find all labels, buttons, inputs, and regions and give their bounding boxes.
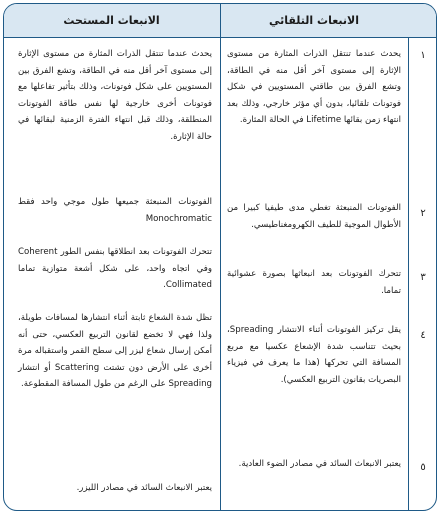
spontaneous-cell-4: يقل تركيز الفوتونات أثناء الانتشار Spreading، بحيث تتناسب شدة الإشعاع عكسيا مع مربع المسافة التي تحركها (هذا ما يعرف في فيزياء البصريات بقانون التربيع العكسي).: [227, 325, 401, 385]
header-spontaneous: الانبعاث التلقائي: [269, 14, 359, 27]
stimulated-cell-2: الفوتونات المنبعثة جميعها طول موجي واحد فقط Monochromatic: [18, 197, 212, 224]
spontaneous-cell-3: تتحرك الفوتونات بعد انبعاثها بصورة عشوائية تماما.: [227, 269, 401, 296]
row-number: ٣: [420, 272, 426, 283]
header-stimulated: الانبعاث المستحث: [63, 14, 160, 27]
stimulated-cell-3: تتحرك الفوتونات بعد انطلاقها بنفس الطور Coherent وفي اتجاه واحد، على شكل أشعة متوازية تماما Collimated.: [18, 247, 212, 290]
row-number: ٤: [420, 330, 426, 341]
stimulated-cell-5: يعتبر الانبعاث السائد في مصادر الليزر.: [76, 483, 212, 493]
row-number: ٢: [420, 208, 426, 219]
spontaneous-cell-1: يحدث عندما تنتقل الذرات المثارة من مستوى الإثارة إلى مستوى آخر أقل منه في الطاقة، وتشع الفرق بين طاقتي المستويين في شكل فوتونات تلقائيا، بدون أي مؤثر خارجي، وذلك بعد انتهاء زمن بقائها Lifetime في الحالة المثارة.: [227, 49, 401, 125]
comparison-table: [3, 3, 437, 511]
spontaneous-cell-5: يعتبر الانبعاث السائد في مصادر الضوء العادية.: [238, 459, 401, 469]
stimulated-cell-1: يحدث عندما تنتقل الذرات المثارة من مستوى الإثارة إلى مستوى آخر أقل منه في الطاقة، وتشع الفرق بين المستويين على شكل فوتونات، وذلك بتأثير تفاعلها مع فوتونات أخرى خارجية لها نفس طاقة الفوتونات المنطلقة، وذلك قبل انتهاء الفترة الزمنية لبقائها في حالة الإثارة.: [18, 49, 212, 142]
spontaneous-cell-2: الفوتونات المنبعثة تغطي مدى طيفيا كبيرا من الأطوال الموجية للطيف الكهرومغناطيسي.: [227, 203, 401, 230]
row-number: ١: [420, 50, 426, 61]
stimulated-cell-4: تظل شدة الشعاع ثابتة أثناء انتشارها لمسافات طويلة، ولذا فهي لا تخضع لقانون التربيع العكسي، حتى أنه أمكن إرسال شعاع ليزر إلى سطح القمر واستقباله مرة أخرى على الأرض دون تشتت Scattering أو انتشار Spreading على الرغم من طول المسافة المقطوعة.: [18, 313, 212, 389]
row-number: ٥: [420, 462, 426, 473]
column-divider: [220, 4, 221, 510]
